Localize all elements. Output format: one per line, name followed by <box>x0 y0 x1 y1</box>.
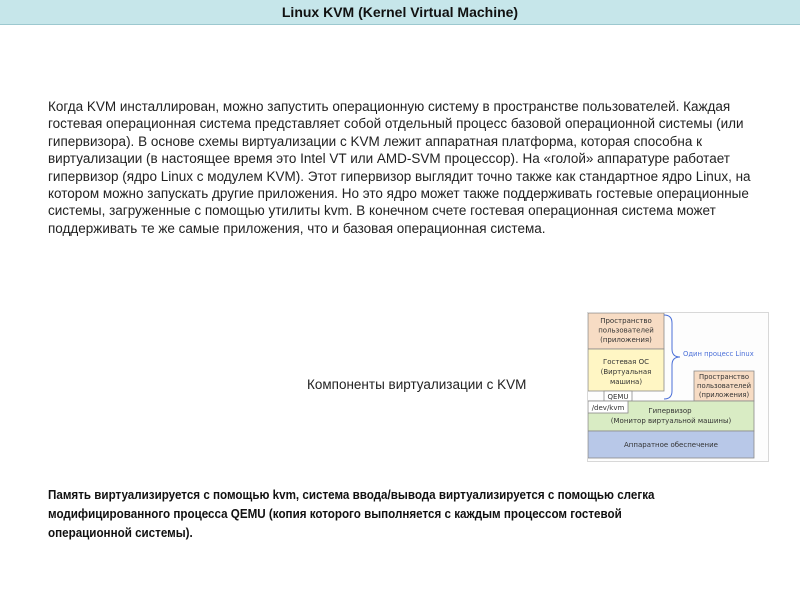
bottom-note: Память виртуализируется с помощью kvm, система ввода/вывода виртуализируется с помощью слегка модифицированного процесса QEMU (копия которого выполняется с каждым процессом гостевой операционной системы). <box>48 488 655 540</box>
title-bar <box>0 0 800 25</box>
guest-user-space-line-2: пользователей <box>598 326 654 335</box>
guest-user-space-line-1: Пространство <box>600 317 652 325</box>
brace-label: Один процесс Linux <box>683 350 754 358</box>
guest-os-line-2: (Виртуальная <box>600 368 652 376</box>
hypervisor-line-1: Гипервизор <box>648 407 692 415</box>
kvm-diagram <box>587 312 769 462</box>
figure-caption: Компоненты виртуализации с KVM <box>307 377 527 392</box>
host-user-space-line-3: (приложения) <box>698 391 750 399</box>
dev-kvm-label: /dev/kvm <box>591 404 625 412</box>
host-user-space-line-2: пользователей <box>697 382 751 390</box>
guest-os-line-3: машина) <box>609 378 643 386</box>
linux-process-brace <box>664 315 680 399</box>
hypervisor-line-2: (Монитор виртуальной машины) <box>610 417 732 425</box>
guest-user-space-line-3: (приложения) <box>600 336 652 344</box>
page-title: Linux KVM (Kernel Virtual Machine) <box>281 4 519 20</box>
host-user-space-line-1: Пространство <box>698 373 750 381</box>
qemu-label: QEMU <box>607 393 629 401</box>
kvm-diagram-svg <box>588 313 768 461</box>
hardware-label: Аппаратное обеспечение <box>624 441 718 449</box>
main-paragraph: Когда KVM инсталлирован, можно запустить операционную систему в пространстве пользователей. Каждая гостевая операционная система представляет собой отдельный процесс базовой операционной системы (или гипервизора). В основе схемы виртуализации с KVM лежит аппаратная платформа, которая способна к виртуализации (в настоящее время это Intel VT или AMD-SVM процессор). На «голой» аппаратуре работает гипервизор (ядро Linux с модулем KVM). Этот гипервизор выглядит точно также как стандартное ядро Linux, на котором можно запускать другие приложения. Но это ядро может также поддерживать гостевые операционные системы, загруженные с помощью утилиты kvm. В конечном счете гостевая операционная система может поддерживать те же самые приложения, что и базовая операционная система. <box>48 99 751 236</box>
guest-os-line-1: Гостевая ОС <box>602 358 650 366</box>
